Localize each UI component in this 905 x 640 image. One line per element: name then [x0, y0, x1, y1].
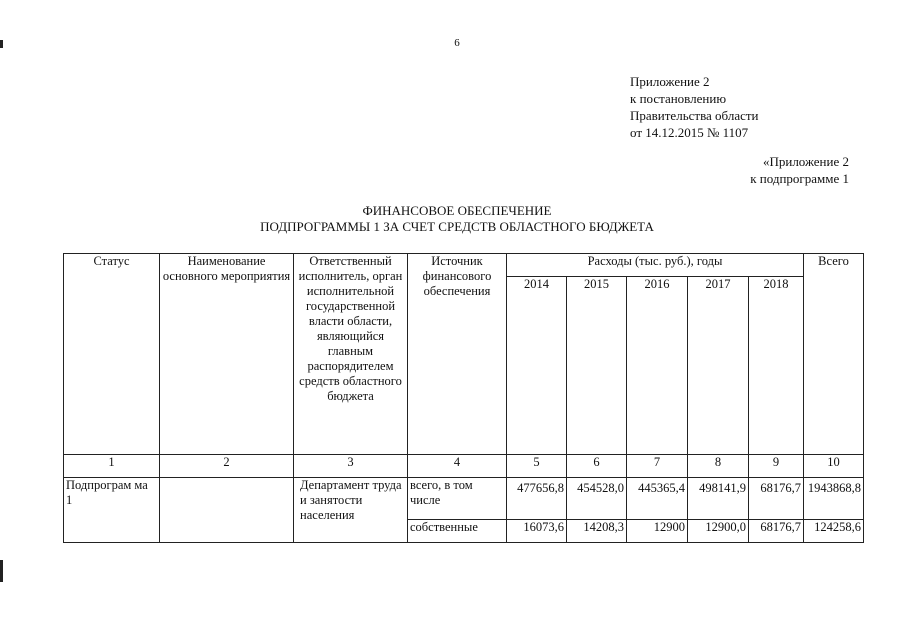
column-number: 6	[567, 455, 627, 478]
row-value: 12900	[627, 520, 688, 543]
header-executor: Ответственный исполнитель, орган исполнительной государственной власти области, являющийся главным распорядителем средств областного бюджета	[294, 254, 408, 455]
row-value: 14208,3	[567, 520, 627, 543]
header-year: 2015	[567, 277, 627, 455]
row-value: 68176,7	[749, 478, 804, 520]
row-value: 12900,0	[688, 520, 749, 543]
row-source: собственные	[408, 520, 507, 543]
row-value: 498141,9	[688, 478, 749, 520]
scan-edge-mark-top	[0, 40, 3, 48]
appendix-block	[630, 73, 759, 141]
header-row	[64, 254, 864, 277]
header-year: 2018	[749, 277, 804, 455]
row-name	[160, 478, 294, 543]
row-value: 16073,6	[507, 520, 567, 543]
row-value: 477656,8	[507, 478, 567, 520]
column-number: 8	[688, 455, 749, 478]
column-number: 1	[64, 455, 160, 478]
column-number-row	[64, 455, 864, 478]
header-expenses: Расходы (тыс. руб.), годы	[507, 254, 804, 277]
row-status: Подпрограм ма 1	[64, 478, 160, 543]
row-value: 68176,7	[749, 520, 804, 543]
row-value: 445365,4	[627, 478, 688, 520]
column-number: 7	[627, 455, 688, 478]
header-year: 2014	[507, 277, 567, 455]
row-executor: Департамент труда и занятости населения	[294, 478, 408, 543]
page-number: 6	[454, 37, 460, 49]
appendix-sub-block	[750, 153, 849, 187]
appendix-sub-line: к подпрограмме 1	[750, 171, 849, 186]
header-year: 2016	[627, 277, 688, 455]
appendix-line: Правительства области	[630, 108, 759, 123]
row-total: 1943868,8	[804, 478, 864, 520]
appendix-line: к постановлению	[630, 91, 727, 106]
column-number: 10	[804, 455, 864, 478]
financing-table	[63, 253, 864, 543]
table-row	[64, 478, 864, 520]
scan-edge-mark-bottom	[0, 560, 3, 582]
header-status: Статус	[64, 254, 160, 455]
appendix-sub-line: «Приложение 2	[762, 154, 849, 169]
column-number: 3	[294, 455, 408, 478]
column-number: 9	[749, 455, 804, 478]
header-total: Всего	[804, 254, 864, 455]
row-value: 454528,0	[567, 478, 627, 520]
title-line: ФИНАНСОВОЕ ОБЕСПЕЧЕНИЕ	[362, 203, 552, 218]
column-number: 5	[507, 455, 567, 478]
column-number: 4	[408, 455, 507, 478]
row-source: всего, в том числе	[408, 478, 507, 520]
header-source: Источник финансового обеспечения	[408, 254, 507, 455]
document-title	[180, 203, 734, 235]
column-number: 2	[160, 455, 294, 478]
title-line: ПОДПРОГРАММЫ 1 ЗА СЧЕТ СРЕДСТВ ОБЛАСТНОГО БЮДЖЕТА	[260, 219, 654, 234]
appendix-line: от 14.12.2015 № 1107	[630, 125, 749, 140]
appendix-line: Приложение 2	[630, 74, 710, 89]
header-name: Наименование основного мероприятия	[160, 254, 294, 455]
header-year: 2017	[688, 277, 749, 455]
row-total: 124258,6	[804, 520, 864, 543]
